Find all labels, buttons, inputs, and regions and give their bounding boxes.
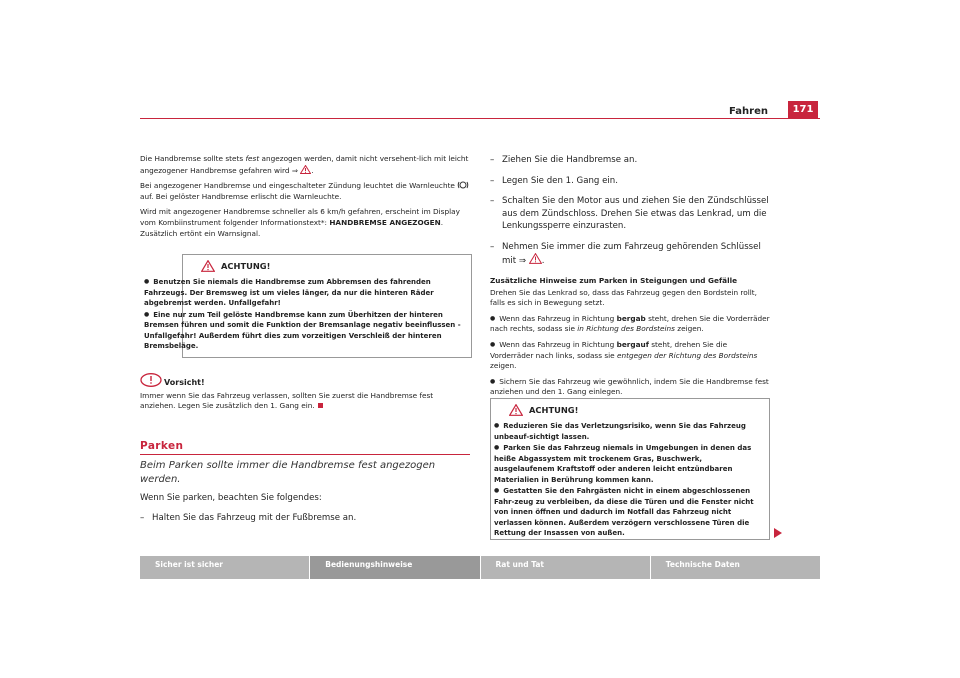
section-lead: Beim Parken sollte immer die Handbremse fest angezogen werden. [140,460,436,485]
footer-tab-technik[interactable]: Technische Daten [651,556,820,579]
step-item: – Halten Sie das Fahrzeug mit der Fußbremse an. [140,513,357,523]
warning-item: ● Eine nur zum Teil gelöste Handbremse kann zum Überhitzen der hinteren Bremsen führen und somit die Funktion der Bremsanlage negativ beeinflussen - Unfallgefahr! Außerdem führt dies zum vorzeitigen Verschleiß der hinteren Bremsbeläge. [144,310,467,352]
bullet-item: ● Wenn das Fahrzeug in Richtung bergab steht, drehen Sie die Vorderräder nach rechts, sodass sie in Richtung des Bordsteins zeigen. [490,314,772,335]
caution-icon [140,373,162,387]
continue-arrow-icon[interactable] [774,528,782,538]
step-item: – Ziehen Sie die Handbremse an. [490,155,638,165]
footer-tab-sicher[interactable]: Sicher ist sicher [140,556,309,579]
footer-tab-bedienung[interactable]: Bedienungshinweise [310,556,479,579]
warning-triangle-icon [529,253,542,264]
warning-title: ACHTUNG! [221,261,271,271]
warning-item: ● Reduzieren Sie das Verletzungsrisiko, wenn Sie das Fahrzeug unbeauf-sichtigt lassen. [494,421,765,442]
footer-tab-rat[interactable]: Rat und Tat [481,556,650,579]
warning-item: ● Benutzen Sie niemals die Handbremse zum Abbremsen des fahrenden Fahrzeugs. Der Bremsweg ist um vieles länger, da nur die hinteren Räder abgebremst werden. Unfallgefahr! [144,277,467,309]
paragraph-handbrake-fest: Die Handbremse sollte stets fest angezogen werden, damit nicht versehent-lich mit leicht angezogener Handbremse gefahren wird ⇒ . [140,154,469,175]
right-hints [490,276,772,403]
warning-title: ACHTUNG! [529,405,579,415]
brake-warning-light-icon [457,181,469,189]
warning-box-handbrake [144,254,472,358]
caution-section [140,372,470,412]
step-item: – Schalten Sie den Motor aus und ziehen Sie den Zündschlüssel aus dem Zündschloss. Drehen Sie etwas das Lenkrad, um die Lenkungssperre einzurasten. [490,196,769,231]
subsection-title: Zusätzliche Hinweise zum Parken in Steigungen und Gefälle [490,276,738,285]
warning-box-parking [490,398,770,540]
bullet-item: ● Sichern Sie das Fahrzeug wie gewöhnlich, indem Sie die Handbremse fest anziehen und den 1. Gang einlegen. [490,377,772,398]
section-intro: Wenn Sie parken, beachten Sie folgendes: [140,493,322,503]
warning-item: ● Parken Sie das Fahrzeug niemals in Umgebungen in denen das heiße Abgassystem mit trockenem Gras, Buschwerk, ausgelaufenem Kraftstoff oder anderen leicht entzündbaren Materialien in Berührung kommen kann. [494,443,765,485]
header-rule [140,118,820,119]
page-number: 171 [788,101,818,118]
section-rule [140,454,470,455]
caution-title: Vorsicht! [164,378,205,387]
paragraph-warning-light: Bei angezogener Handbremse und eingeschalteter Zündung leuchtet die Warnleuchte auf. Bei gelöster Handbremse erlischt die Warnleuchte. [140,181,470,202]
caution-text: Immer wenn Sie das Fahrzeug verlassen, sollten Sie zuerst die Handbremse fest anziehen. Legen Sie zusätzlich den 1. Gang ein. [140,390,434,411]
warning-triangle-icon [201,260,215,272]
paragraph-info-text: Wird mit angezogener Handbremse schneller als 6 km/h gefahren, erscheint im Display vom Kombiinstrument folgender Informationstext*: HANDBREMSE ANGEZOGEN. Zusätzlich ertönt ein Warnsignal. [140,207,460,238]
warning-item: ● Gestatten Sie den Fahrgästen nicht in einem abgeschlossenen Fahr-zeug zu verbleiben, da diese die Türen und die Fenster nicht von innen öffnen und dadurch im Notfall das Fahrzeug nicht verlassen können. Außerdem verzögern verschlossene Türen die Rettung der Insassen von außen. [494,486,765,539]
footer-nav [140,556,820,579]
bullet-item: ● Wenn das Fahrzeug in Richtung bergauf steht, drehen Sie die Vorderräder nach links, sodass sie entgegen der Richtung des Bordsteins zeigen. [490,340,772,372]
chapter-title: Fahren [729,106,768,117]
left-column [140,154,470,244]
step-item: – Legen Sie den 1. Gang ein. [490,175,618,186]
right-steps [490,154,770,276]
warning-triangle-icon [509,404,523,416]
step-item: – Nehmen Sie immer die zum Fahrzeug gehörenden Schlüssel mit ⇒ . [490,241,761,266]
section-title: Parken [140,440,184,452]
subsection-text: Drehen Sie das Lenkrad so, dass das Fahrzeug gegen den Bordstein rollt, falls es sich in Bewegung setzt. [490,287,757,308]
warning-triangle-icon [300,165,311,174]
end-marker [318,403,323,408]
